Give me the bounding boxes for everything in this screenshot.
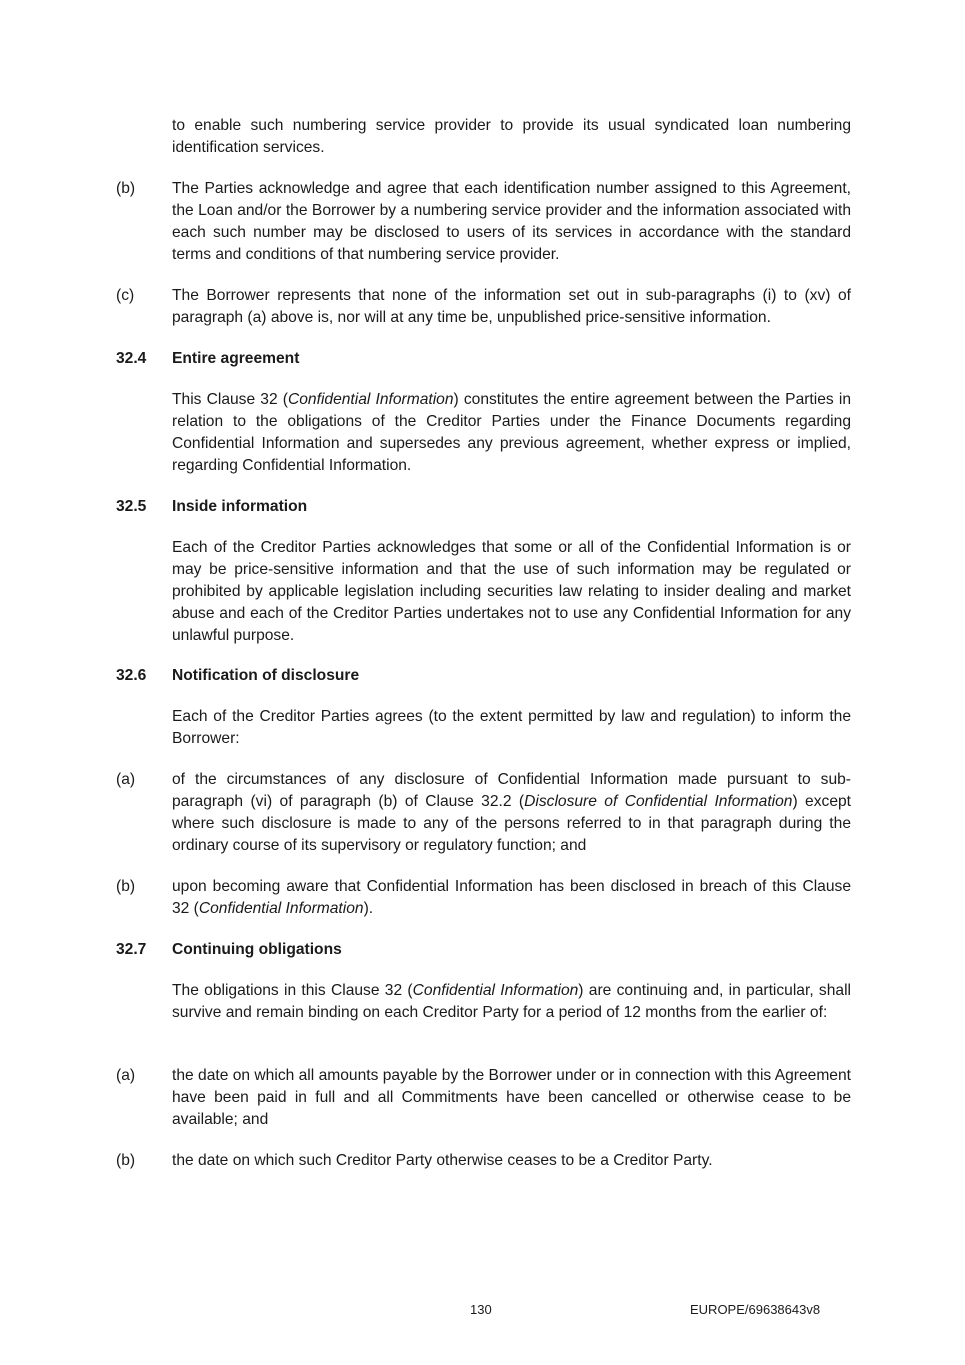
text-run: This Clause 32 (: [172, 391, 288, 408]
section-title-inside-information: Inside information: [172, 498, 308, 515]
paragraph-continuing-a: the date on which all amounts payable by the Borrower under or in connection with this Agreement have been paid in full and all Commitments have been cancelled or otherwise cease to be available; and: [172, 1067, 851, 1128]
paragraph-intro: to enable such numbering service provider to provide its usual syndicated loan numbering identification services.: [172, 117, 851, 156]
document-reference: EUROPE/69638643v8: [690, 1302, 821, 1317]
paragraph-notification: Each of the Creditor Parties agrees (to the extent permitted by law and regulation) to inform the Borrower:: [172, 708, 851, 747]
text-run: ).: [363, 899, 374, 917]
item-label-c: (c): [116, 287, 135, 304]
page-number: 130: [470, 1302, 492, 1317]
text-run: ) constitutes the entire agreement between the Parties in relation to the obligations of the Creditor Parties under the Finance Documents regarding Confidential Information and supersedes any previous agreement, whether express or implied, regarding Confidential Information.: [172, 391, 851, 474]
paragraph-c-representation: The Borrower represents that none of the information set out in sub-paragraphs (i) to (xv) of paragraph (a) above is, nor will at any time be, unpublished price-sensitive information.: [172, 287, 851, 326]
section-number-32-5: 32.5: [116, 498, 147, 515]
paragraph-notification-a: [172, 769, 851, 857]
item-label-b: (b): [116, 1152, 136, 1169]
item-label-b: (b): [116, 878, 136, 895]
section-title-notification: Notification of disclosure: [172, 667, 360, 684]
italic-run: Confidential Information: [288, 391, 454, 408]
text-run: ) are continuing and, in particular, shall survive and remain binding on each Creditor Party for a period of 12 months from the earlier of:: [172, 982, 852, 1021]
paragraph-entire-agreement: [172, 389, 851, 477]
section-title-continuing-obligations: Continuing obligations: [172, 941, 342, 958]
paragraph-b-numbering: The Parties acknowledge and agree that each identification number assigned to this Agreement, the Loan and/or the Borrower by a numbering service provider and the information associated with each such number may be disclosed to users of its services in accordance with the standard terms and conditions of that numbering service provider.: [172, 180, 851, 263]
section-number-32-6: 32.6: [116, 667, 147, 684]
italic-run: Disclosure of Confidential Information: [524, 792, 793, 810]
text-run: of the circumstances of any disclosure of Confidential Information made pursuant to sub-paragraph (vi) of paragraph (b) of Clause 32.2 (: [172, 771, 851, 810]
text-run: The obligations in this Clause 32 (: [172, 982, 413, 999]
italic-run: Confidential Information: [198, 899, 364, 917]
item-label-a: (a): [116, 771, 136, 788]
section-number-32-4: 32.4: [116, 350, 147, 367]
text-run: ) except where such disclosure is made to any of the persons referred to in that paragraph during the ordinary course of its supervisory or regulatory function; and: [172, 792, 851, 854]
item-label-b: (b): [116, 180, 136, 197]
section-number-32-7: 32.7: [116, 941, 147, 958]
item-label-a: (a): [116, 1067, 136, 1084]
italic-run: Confidential Information: [412, 982, 579, 999]
paragraph-inside-information: Each of the Creditor Parties acknowledges that some or all of the Confidential Information is or may be price-sensitive information and that the use of such information may be regulated or prohibited by applicable legislation including securities law relating to insider dealing and market abuse and each of the Creditor Parties undertakes not to use any Confidential Information for any unlawful purpose.: [172, 539, 851, 644]
text-run: upon becoming aware that Confidential Information has been disclosed in breach of this Clause 32 (: [172, 878, 851, 917]
section-title-entire-agreement: Entire agreement: [172, 350, 300, 367]
paragraph-continuing-b: the date on which such Creditor Party otherwise ceases to be a Creditor Party.: [172, 1152, 713, 1169]
paragraph-notification-b: [172, 876, 851, 920]
paragraph-continuing-obligations: [172, 980, 851, 1024]
